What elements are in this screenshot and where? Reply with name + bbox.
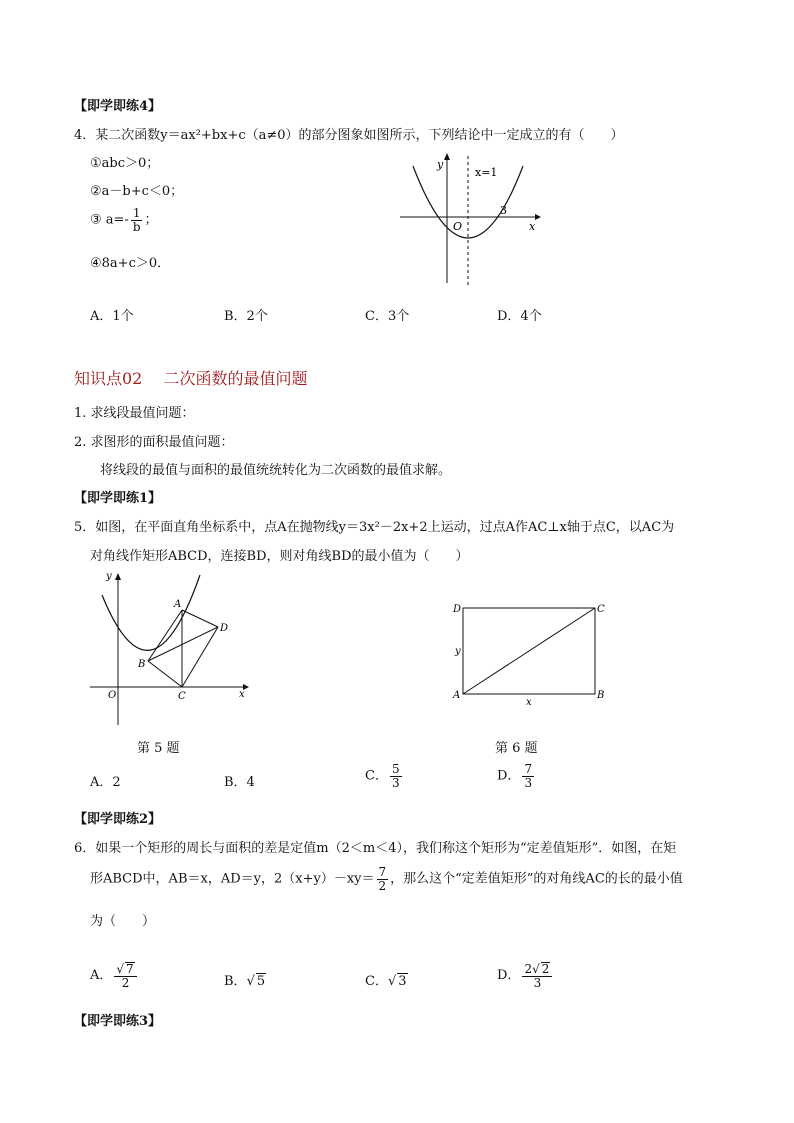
x-label: x [529, 220, 536, 233]
option-c-q4[interactable]: C．3个 [365, 309, 410, 324]
point-a-label: A [174, 599, 182, 610]
statement-4: ④8a+c＞0． [90, 256, 171, 271]
point-b-label: B [138, 659, 146, 670]
practice-heading-3: 【即学即练3】 [74, 1014, 162, 1029]
option-b-q5[interactable]: B．4 [224, 775, 255, 790]
question-6-line2: 形ABCD中，AB＝x，AD＝y，2（x+y）－xy＝ $\frac{7}{2}$ ，那么这个“定差值矩形”的对角线AC的长的最小值 [90, 865, 683, 893]
segment-bc [148, 661, 182, 687]
question-6-line3: 为（ ） [90, 914, 156, 929]
statement-2: ②a－b+c＜0； [90, 184, 184, 199]
option-d-q6[interactable]: D． $\frac{2√ 2}{3}$ [497, 962, 554, 989]
statement-1: ①abc＞0； [90, 156, 160, 171]
kp-item-2: 2. 求图形的面积最值问题： [74, 435, 234, 450]
option-b-q6[interactable]: B．√ 5 [224, 974, 266, 989]
parabola-graph-q4 [395, 148, 545, 288]
root-label: 3 [500, 204, 507, 217]
knowledge-point-title: 知识点02 二次函数的最值问题 [74, 369, 308, 388]
option-d-q4[interactable]: D．4个 [497, 309, 542, 324]
option-d-q5[interactable]: D． $\frac{7}{3}$ [497, 762, 533, 790]
y-axis-arrow-icon [444, 153, 450, 160]
figure-6-caption: 第 6 题 [495, 741, 538, 756]
point-c-label: C [178, 691, 186, 702]
figure-5-caption: 第 5 题 [137, 741, 180, 756]
question-5-line2: 对角线作矩形ABCD，连接BD，则对角线BD的最小值为（ ） [90, 549, 469, 564]
figure-5 [88, 565, 253, 730]
figure-6 [450, 598, 610, 708]
x-label: x [239, 689, 245, 700]
statement-3: ③ a=- $\frac{1}{b}$ ； [90, 206, 158, 234]
y-axis-arrow-icon [115, 573, 121, 580]
origin-label: O [108, 690, 117, 701]
question-5-line1: 5．如图，在平面直角坐标系中，点A在抛物线y＝3x²－2x+2上运动，过点A作AC⊥x轴于点C，以AC为 [74, 520, 675, 535]
origin-label: O [453, 220, 463, 233]
practice-heading-1: 【即学即练1】 [74, 491, 162, 506]
kp-item-1: 1. 求线段最值问题： [74, 406, 195, 421]
option-a-q5[interactable]: A．2 [90, 775, 121, 790]
side-y-label: y [455, 646, 461, 657]
diagonal-ac [463, 608, 595, 694]
y-label: y [106, 571, 112, 582]
segment-ad [182, 610, 218, 627]
axis-of-symmetry-label: x=1 [475, 166, 498, 179]
question-6-line1: 6．如果一个矩形的周长与面积的差是定值m（2＜m＜4），我们称这个矩形为“定差值矩形”．如图，在矩 [74, 841, 677, 856]
segment-ab [148, 610, 182, 661]
parabola-curve [102, 575, 200, 650]
practice-heading-2: 【即学即练2】 [74, 812, 162, 827]
question-4-text: 4．某二次函数y＝ax²+bx+c（a≠0）的部分图象如图所示，下列结论中一定成立的有（ ） [74, 128, 624, 143]
option-c-q5[interactable]: C． $\frac{5}{3}$ [365, 762, 400, 790]
option-a-q4[interactable]: A．1个 [90, 309, 134, 324]
option-c-q6[interactable]: C．√ 3 [365, 974, 407, 989]
point-c-label: C [597, 604, 605, 615]
kp-note: 将线段的最值与面积的最值统统转化为二次函数的最值求解。 [100, 463, 452, 478]
point-d-label: D [220, 623, 229, 634]
x-axis-arrow-icon [535, 214, 541, 220]
y-label: y [437, 158, 444, 171]
point-a-label: A [453, 690, 461, 701]
point-d-label: D [453, 604, 462, 615]
option-b-q4[interactable]: B．2个 [224, 309, 268, 324]
option-a-q6[interactable]: A． $\frac{√ 7}{2}$ [90, 962, 139, 989]
point-b-label: B [597, 690, 605, 701]
practice-heading-4: 【即学即练4】 [74, 99, 162, 114]
side-x-label: x [526, 697, 532, 708]
